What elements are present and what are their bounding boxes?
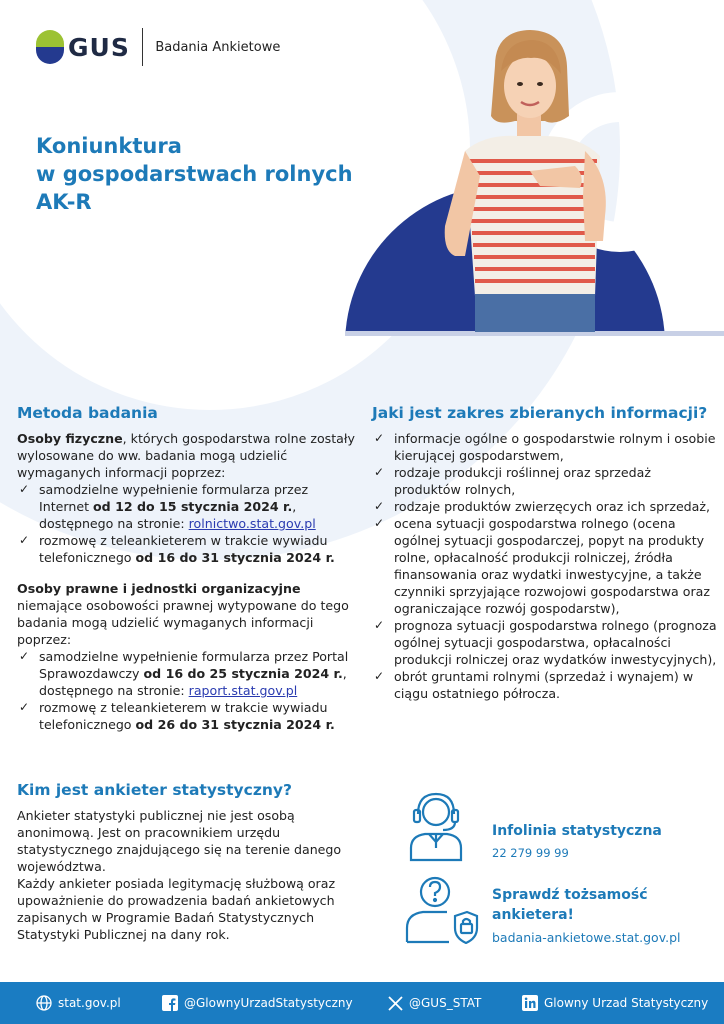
- globe-icon: [36, 995, 52, 1011]
- section-kim: [17, 782, 362, 943]
- link-raport[interactable]: raport.stat.gov.pl: [188, 683, 298, 698]
- footer-bar: [0, 982, 724, 1024]
- list-item: ✓ ocena sytuacji gospodarstwa rolnego (ocena ogólnej sytuacji gospodarczej, popyt na produkty rolne, opłacalność produkcji rolniczej, źródła finansowania oraz wydatki inwestycyjne, a także czynniki sprzyjające rozwojowi gospodarstwa oraz ograniczające rozwój gospodarstw),: [372, 515, 717, 617]
- x-icon: [388, 996, 403, 1011]
- list-item: ✓ samodzielne wypełnienie formularza przez Internet od 12 do 15 stycznia 2024 r., dostępnego na stronie: rolnictwo.stat.gov.pl: [17, 481, 357, 532]
- title-line: AK-R: [36, 190, 92, 214]
- list-item: ✓ prognoza sytuacji gospodarstwa rolnego (prognoza ogólnej sytuacji gospodarstwa, opłacalności produkcji rolniczej oraz wydatków inwestycyjnych),: [372, 617, 717, 668]
- list-item: ✓ rozmowę z teleankieterem w trakcie wywiadu telefonicznego od 16 do 31 stycznia 2024 r.: [17, 532, 357, 566]
- footer-web-link[interactable]: stat.gov.pl: [36, 994, 121, 1012]
- list-item: ✓ obrót gruntami rolnymi (sprzedaż i wynajem) w ciągu ostatniego półrocza.: [372, 668, 717, 702]
- list-item: ✓ rozmowę z teleankieterem w trakcie wywiadu telefonicznego od 26 do 31 stycznia 2024 r.: [17, 699, 357, 733]
- kim-heading: Kim jest ankieter statystyczny?: [17, 781, 293, 799]
- metoda-heading: Metoda badania: [17, 404, 158, 422]
- section-metoda: [17, 405, 357, 733]
- metoda-paragraph-2: Osoby prawne i jednostki organizacyjne niemające osobowości prawnej wytypowane do tego badania mogą udzielić wymaganych informacji poprzez:: [17, 581, 349, 647]
- tozsamosc-url[interactable]: badania-ankietowe.stat.gov.pl: [492, 930, 681, 945]
- logo-divider: [142, 28, 144, 66]
- zakres-heading: Jaki jest zakres zbieranych informacji?: [372, 404, 708, 422]
- list-item: ✓ rodzaje produkcji roślinnej oraz sprzedaż produktów rolnych,: [372, 464, 717, 498]
- tozsamosc-title: Sprawdź tożsamość ankietera!: [492, 887, 648, 923]
- metoda-list-1: [17, 481, 357, 566]
- logo-subtitle: Badania Ankietowe: [155, 39, 281, 55]
- logo-text: GUS: [68, 32, 130, 62]
- list-item: ✓ informacje ogólne o gospodarstwie rolnym i osobie kierującej gospodarstwem,: [372, 430, 717, 464]
- link-rolnictwo[interactable]: rolnictwo.stat.gov.pl: [188, 516, 316, 531]
- gus-logo: [36, 28, 280, 66]
- infolinia-phone[interactable]: 22 279 99 99: [492, 846, 569, 860]
- woman-photo: [435, 26, 620, 332]
- kim-paragraph-1: Ankieter statystyki publicznej nie jest osobą anonimową. Jest on pracownikiem urzędu statystycznego znajdującego się na terenie danego województwa.: [17, 808, 342, 874]
- zakres-list: [372, 430, 717, 702]
- identity-check-icon: [405, 872, 479, 944]
- list-item: ✓ samodzielne wypełnienie formularza przez Portal Sprawozdawczy od 16 do 25 stycznia 2024 r., dostępnego na stronie: raport.stat.gov.pl: [17, 648, 357, 699]
- metoda-paragraph-1: Osoby fizyczne, których gospodarstwa rolne zostały wylosowane do ww. badania mogą udzielić wymaganych informacji poprzez:: [17, 431, 355, 480]
- title-line: w gospodarstwach rolnych: [36, 162, 353, 186]
- page-title: [36, 132, 356, 216]
- linkedin-icon: [522, 995, 538, 1011]
- footer-linkedin-link[interactable]: Glowny Urzad Statystyczny: [522, 994, 708, 1012]
- metoda-list-2: [17, 648, 357, 733]
- list-item: ✓ rodzaje produktów zwierzęcych oraz ich sprzedaż,: [372, 498, 717, 515]
- infolinia-title: Infolinia statystyczna: [492, 823, 662, 839]
- section-zakres: [372, 405, 717, 702]
- gus-logo-mark: [36, 30, 64, 64]
- facebook-icon: [162, 995, 178, 1011]
- title-line: Koniunktura: [36, 134, 182, 158]
- footer-facebook-link[interactable]: @GlownyUrzadStatystyczny: [162, 994, 353, 1012]
- kim-paragraph-2: Każdy ankieter posiada legitymację służbową oraz upoważnienie do prowadzenia badań ankietowych zapisanych w Programie Badań Statystycznych Statystyki Publicznej na dany rok.: [17, 876, 336, 942]
- headset-icon: [405, 790, 467, 862]
- footer-x-link[interactable]: @GUS_STAT: [388, 994, 481, 1012]
